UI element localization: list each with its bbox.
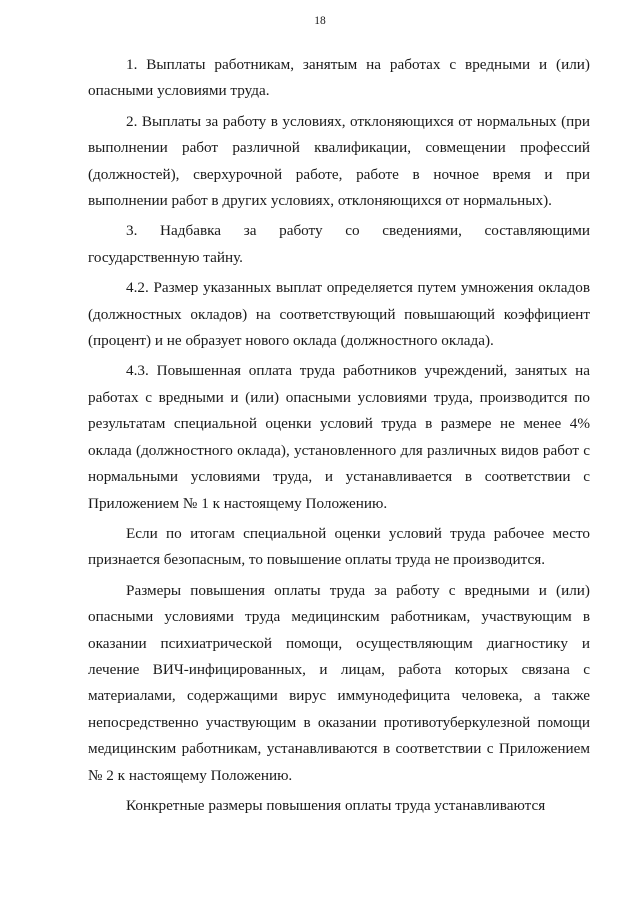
page-number: 18 bbox=[314, 15, 326, 27]
document-body bbox=[88, 52, 590, 819]
paragraph-4-3: 4.3. Повышенная оплата труда работников учреждений, занятых на работах с вредными и (или) опасными условиями труда, производится по результатам специальной оценки условий труда в размере не менее 4% оклада (должностного оклада), установленного для различных видов работ с нормальными условиями труда, и устанавливается в соответствии с Приложением № 1 к настоящему Положению. bbox=[88, 362, 590, 512]
paragraph-state-secret-bonus: 3. Надбавка за работу со сведениями, составляющими государственную тайну. bbox=[88, 222, 590, 266]
paragraph-safe-workplace: Если по итогам специальной оценки условий труда рабочее место признается безопасным, то повышение оплаты труда не производится. bbox=[88, 524, 590, 569]
paragraph-payments-abnormal-conditions: 2. Выплаты за работу в условиях, отклоняющихся от нормальных (при выполнении работ различной квалификации, совмещении профессий (должностей), сверхурочной работе, работе в ночное время и при выполнении работ в других условиях, отклоняющихся от нормальных). bbox=[88, 112, 590, 210]
paragraph-medical-workers: Размеры повышения оплаты труда за работу с вредными и (или) опасными условиями труда медицинским работникам, участвующим в оказании психиатрической помощи, осуществляющим диагностику и лечение ВИЧ-инфицированных, и лицам, работа которых связана с материалами, содержащими вирус иммунодефицита человека, а также непосредственно участвующим в оказании противотуберкулезной помощи медицинским работникам, устанавливаются в соответствии с Приложением № 2 к настоящему Положению. bbox=[88, 581, 590, 784]
paragraph-payments-hazardous: 1. Выплаты работникам, занятым на работах с вредными и (или) опасными условиями труда. bbox=[88, 56, 590, 100]
paragraph-4-2: 4.2. Размер указанных выплат определяется путем умножения окладов (должностных окладов) на соответствующий повышающий коэффициент (процент) и не образует нового оклада (должностного оклада). bbox=[88, 279, 590, 350]
paragraph-specific-amounts: Конкретные размеры повышения оплаты труда устанавливаются bbox=[126, 796, 546, 814]
